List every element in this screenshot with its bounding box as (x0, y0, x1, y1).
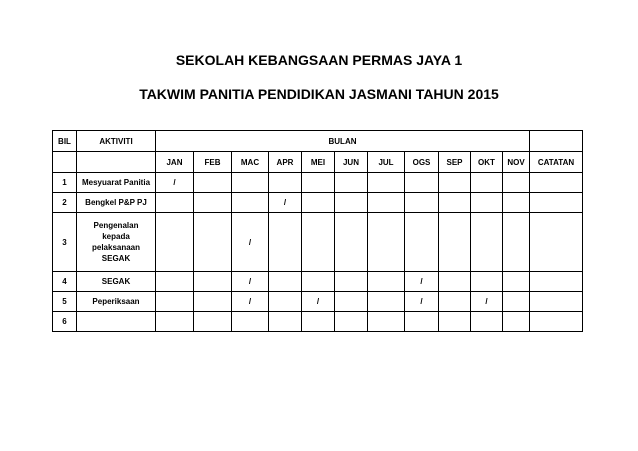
month-cell-jan (156, 292, 194, 312)
month-cell-apr (269, 213, 302, 272)
row-catatan (530, 213, 583, 272)
row-aktiviti: Peperiksaan (77, 292, 156, 312)
activity-mark: / (420, 277, 423, 286)
school-title: SEKOLAH KEBANGSAAN PERMAS JAYA 1 (175, 52, 463, 68)
activity-mark: / (248, 277, 252, 286)
month-cell-ogs (405, 272, 439, 292)
month-cell-mac (232, 213, 269, 272)
month-cell-mac (232, 292, 269, 312)
month-cell-sep (439, 213, 471, 272)
month-cell-jul (368, 193, 405, 213)
month-cell-jun (335, 193, 368, 213)
month-cell-nov (503, 272, 530, 292)
month-cell-mei (302, 272, 335, 292)
header-blank-aktiviti (77, 152, 156, 173)
month-cell-okt (471, 213, 503, 272)
header-row-months (53, 152, 583, 173)
month-cell-ogs (405, 193, 439, 213)
month-cell-feb (194, 312, 232, 332)
month-header-jun: JUN (335, 152, 368, 173)
month-cell-jul (368, 292, 405, 312)
row-bil: 4 (53, 272, 77, 292)
month-cell-jun (335, 173, 368, 193)
row-catatan (530, 193, 583, 213)
month-cell-ogs (405, 292, 439, 312)
month-header-ogs: OGS (405, 152, 439, 173)
month-cell-okt (471, 272, 503, 292)
month-cell-jan (156, 272, 194, 292)
row-catatan (530, 272, 583, 292)
month-header-mac: MAC (232, 152, 269, 173)
month-header-feb: FEB (194, 152, 232, 173)
month-cell-sep (439, 312, 471, 332)
row-bil: 2 (53, 193, 77, 213)
month-cell-okt (471, 193, 503, 213)
takwim-table (52, 130, 583, 332)
month-cell-feb (194, 193, 232, 213)
activity-mark: / (316, 297, 320, 306)
month-header-apr: APR (269, 152, 302, 173)
month-cell-jul (368, 213, 405, 272)
month-cell-okt (471, 312, 503, 332)
month-cell-jul (368, 312, 405, 332)
month-cell-sep (439, 292, 471, 312)
month-header-mei: MEI (302, 152, 335, 173)
row-catatan (530, 292, 583, 312)
header-aktiviti: AKTIVITI (77, 131, 156, 152)
month-cell-apr (269, 193, 302, 213)
header-blank-bil (53, 152, 77, 173)
month-cell-mac (232, 272, 269, 292)
month-cell-mei (302, 173, 335, 193)
month-cell-feb (194, 292, 232, 312)
month-header-jul: JUL (368, 152, 405, 173)
month-cell-nov (503, 173, 530, 193)
table-row (53, 272, 583, 292)
table-row (53, 292, 583, 312)
month-cell-feb (194, 213, 232, 272)
activity-mark: / (485, 297, 488, 306)
row-bil: 5 (53, 292, 77, 312)
month-cell-jan (156, 193, 194, 213)
month-cell-jan (156, 173, 194, 193)
row-aktiviti: Pengenalan kepada pelaksanaan SEGAK (77, 213, 156, 272)
month-header-sep: SEP (439, 152, 471, 173)
month-cell-sep (439, 193, 471, 213)
month-cell-sep (439, 272, 471, 292)
row-bil: 6 (53, 312, 77, 332)
month-cell-jun (335, 312, 368, 332)
month-cell-jun (335, 213, 368, 272)
month-cell-nov (503, 312, 530, 332)
month-cell-jun (335, 272, 368, 292)
row-bil: 1 (53, 173, 77, 193)
month-cell-jul (368, 173, 405, 193)
month-header-nov: NOV (503, 152, 530, 173)
month-cell-sep (439, 173, 471, 193)
month-cell-jan (156, 312, 194, 332)
header-row-1 (53, 131, 583, 152)
header-catatan: CATATAN (530, 152, 583, 173)
month-cell-mac (232, 193, 269, 213)
calendar-title: TAKWIM PANITIA PENDIDIKAN JASMANI TAHUN 2015 (139, 86, 499, 102)
activity-mark: / (248, 297, 252, 306)
row-catatan (530, 312, 583, 332)
month-cell-nov (503, 193, 530, 213)
month-cell-feb (194, 173, 232, 193)
month-header-okt: OKT (471, 152, 503, 173)
month-cell-apr (269, 173, 302, 193)
month-cell-mei (302, 312, 335, 332)
month-cell-okt (471, 173, 503, 193)
month-cell-mac (232, 173, 269, 193)
month-cell-jan (156, 213, 194, 272)
month-cell-okt (471, 292, 503, 312)
month-cell-nov (503, 213, 530, 272)
month-cell-mei (302, 193, 335, 213)
month-cell-mac (232, 312, 269, 332)
month-cell-apr (269, 292, 302, 312)
month-cell-ogs (405, 312, 439, 332)
table-row (53, 193, 583, 213)
table-row (53, 312, 583, 332)
month-header-jan: JAN (156, 152, 194, 173)
month-cell-ogs (405, 173, 439, 193)
row-aktiviti: Mesyuarat Panitia (77, 173, 156, 193)
month-cell-ogs (405, 213, 439, 272)
month-cell-feb (194, 272, 232, 292)
month-cell-apr (269, 312, 302, 332)
row-aktiviti (77, 312, 156, 332)
activity-mark: / (173, 178, 176, 187)
activity-mark: / (248, 237, 252, 247)
month-cell-nov (503, 292, 530, 312)
header-bulan: BULAN (156, 131, 530, 152)
month-cell-jun (335, 292, 368, 312)
row-bil: 3 (53, 213, 77, 272)
activity-mark: / (420, 297, 423, 306)
month-cell-jul (368, 272, 405, 292)
row-catatan (530, 173, 583, 193)
month-cell-apr (269, 272, 302, 292)
header-bil: BIL (53, 131, 77, 152)
header-blank (530, 131, 583, 152)
activity-mark: / (283, 198, 287, 207)
row-aktiviti: Bengkel P&P PJ (77, 193, 156, 213)
month-cell-mei (302, 213, 335, 272)
month-cell-mei (302, 292, 335, 312)
row-aktiviti: SEGAK (77, 272, 156, 292)
table-row (53, 213, 583, 272)
table-row (53, 173, 583, 193)
